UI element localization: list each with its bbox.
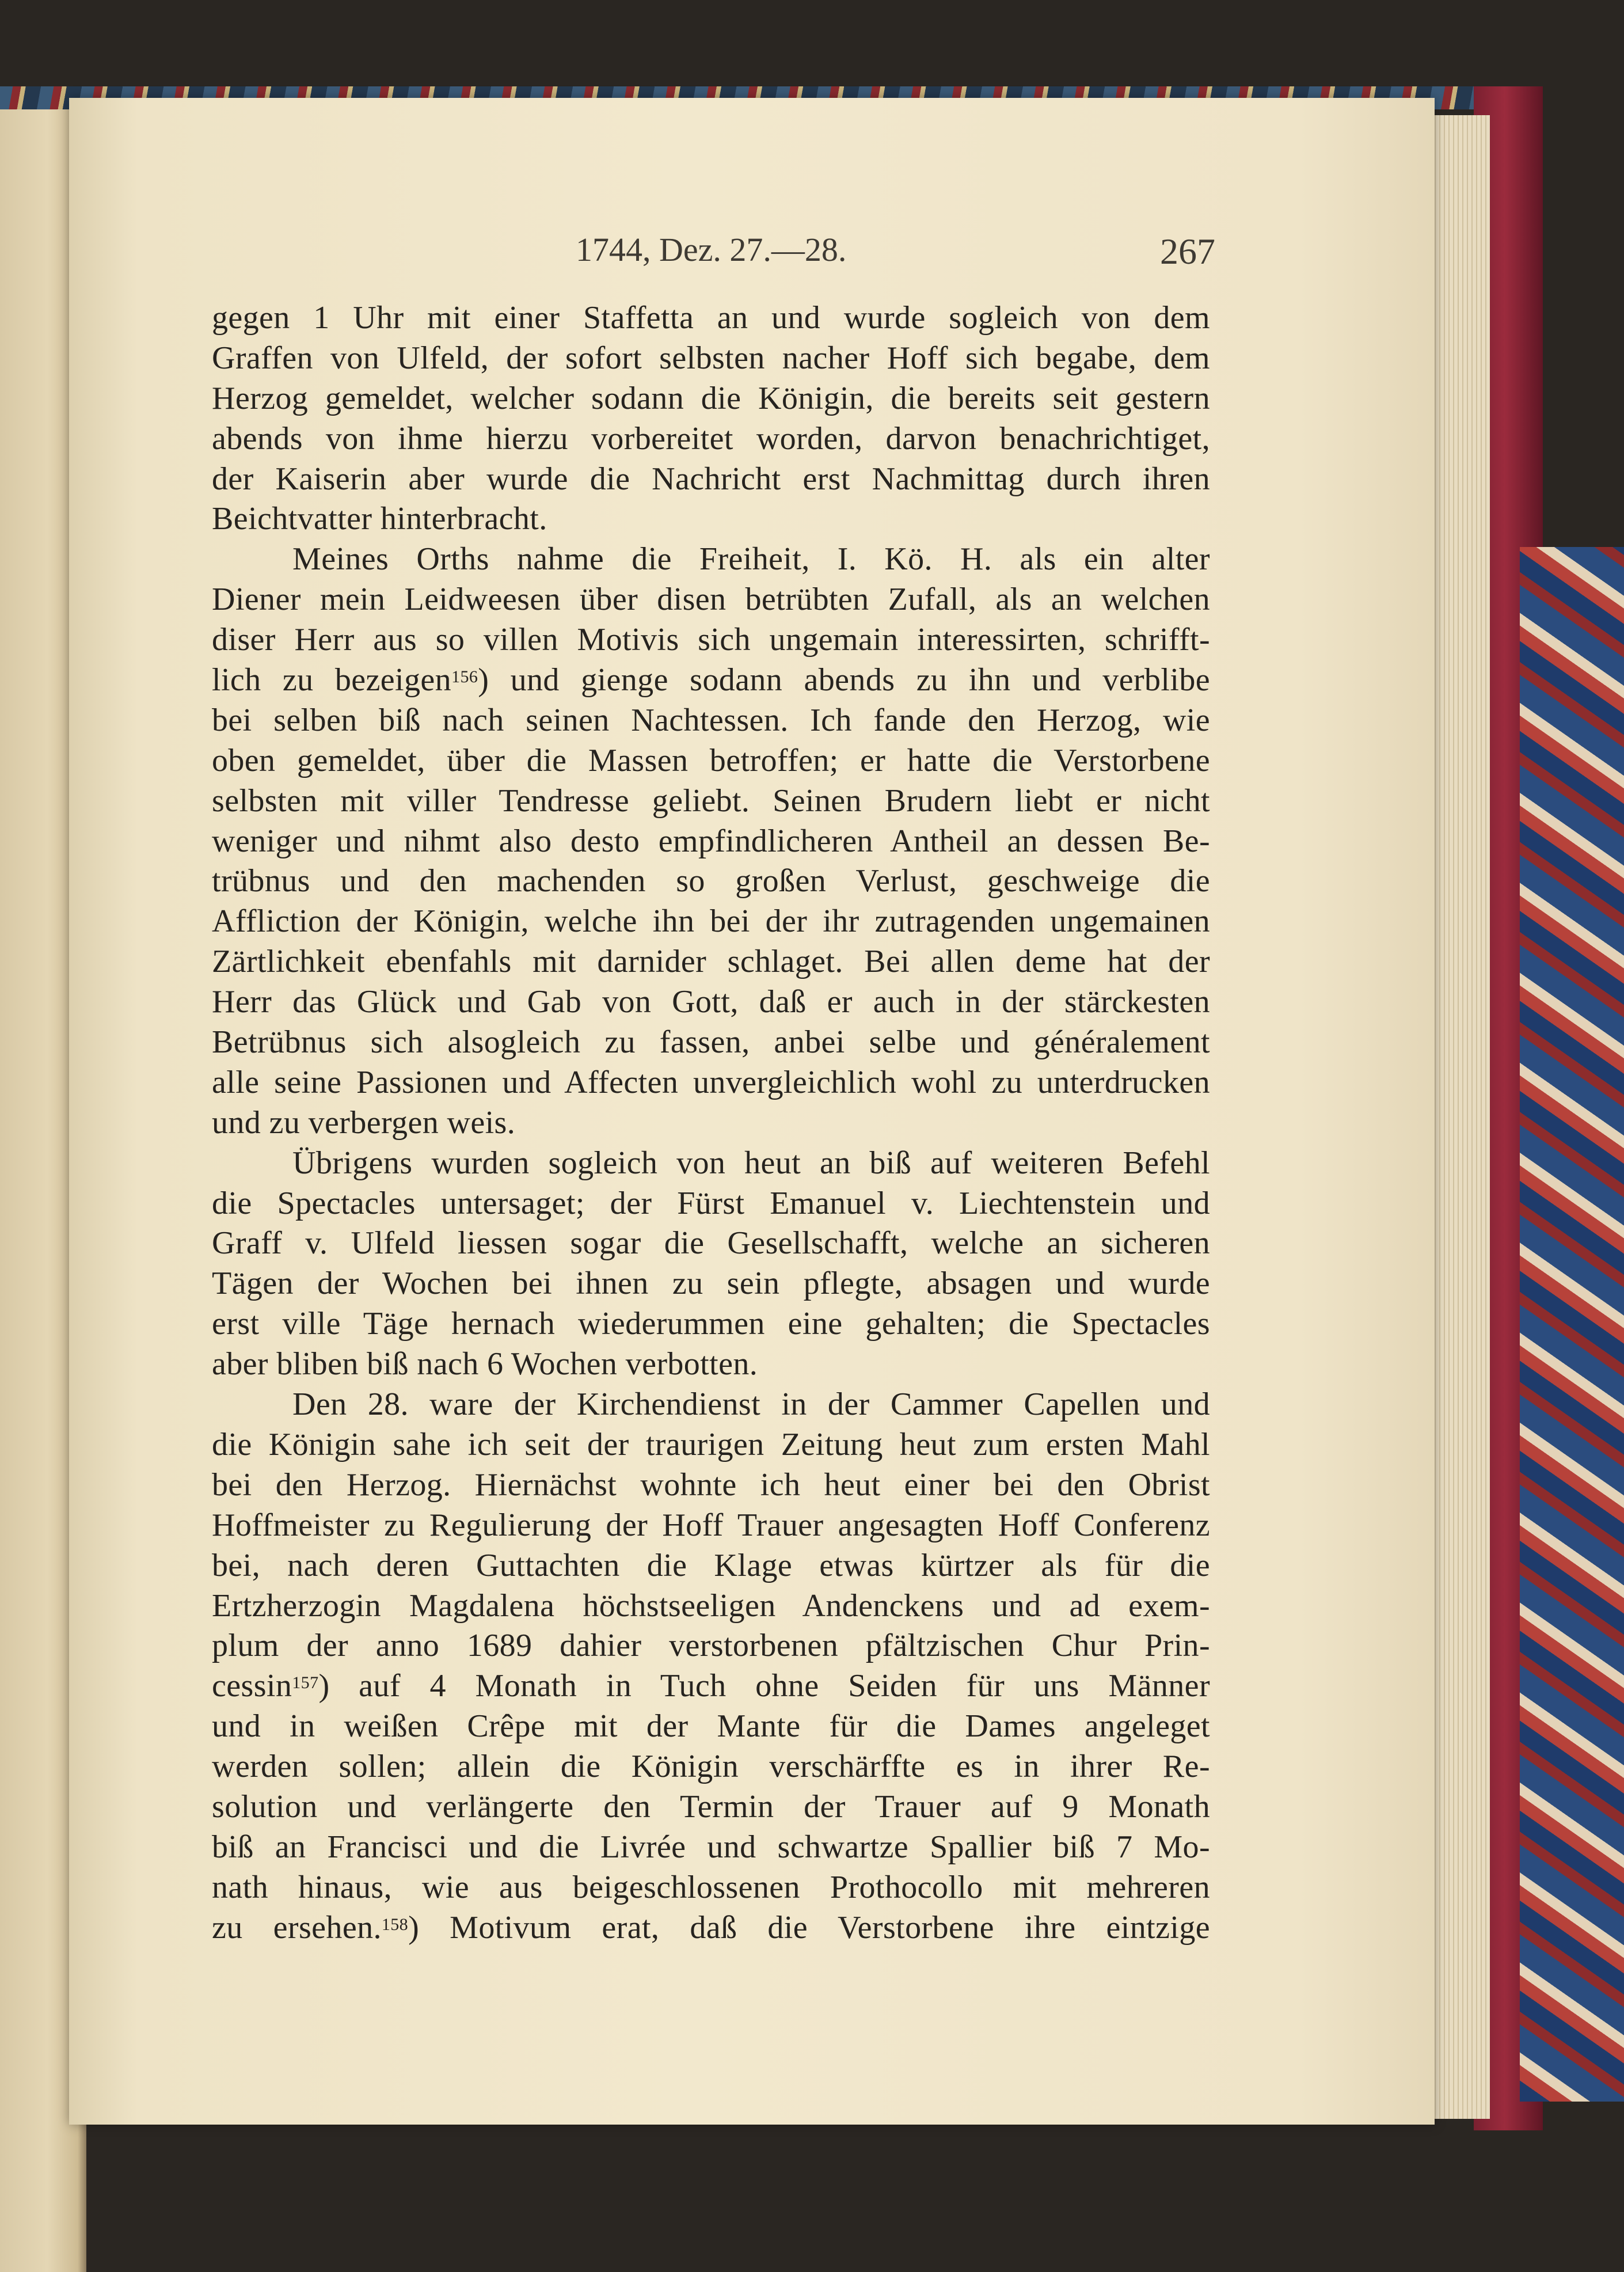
text-line: Affliction der Königin, welche ihn bei der ihr zutragenden ungemainen (212, 903, 1210, 940)
text-line: bei selben biß nach seinen Nachtessen. Ich fande den Herzog, wie (212, 702, 1210, 738)
text-line: Graffen von Ulfeld, der sofort selbsten nacher Hoff sich begabe, dem (212, 340, 1210, 376)
text-line: bei den Herzog. Hiernächst wohnte ich heut einer bei den Obrist (212, 1466, 1210, 1503)
line-segment: cessin (212, 1668, 292, 1704)
text-line: Diener mein Leidweesen über disen betrübten Zufall, als an welchen (212, 582, 1210, 618)
footnote-ref: 157 (292, 1673, 319, 1693)
text-line: Hoffmeister zu Regulierung der Hoff Trauer angesagten Hoff Conferenz (212, 1507, 1210, 1543)
footnote-ref: 156 (451, 667, 478, 687)
line-segment: ) und gienge sodann abends zu ihn und verblibe (478, 662, 1210, 698)
text-line: bei, nach deren Guttachten die Klage etwas kürtzer als für die (212, 1547, 1210, 1583)
text-line: erst ville Täge hernach wiederummen eine gehalten; die Spectacles (212, 1306, 1210, 1342)
text-line: selbsten mit viller Tendresse geliebt. Seinen Brudern liebt er nicht (212, 782, 1210, 819)
text-line: plum der anno 1689 dahier verstorbenen pfältzischen Chur Prin- (212, 1628, 1210, 1664)
text-line: Ertzherzogin Magdalena höchstseeligen Andenckens und ad exem- (212, 1587, 1210, 1624)
text-line: Den 28. ware der Kirchendienst in der Cammer Capellen und (292, 1386, 1210, 1423)
line-segment: ) auf 4 Monath in Tuch ohne Seiden für uns Männer (318, 1668, 1210, 1704)
line-segment: ) Motivum erat, daß die Verstorbene ihre eintzige (408, 1909, 1210, 1946)
text-line: solution und verlängerte den Termin der Trauer auf 9 Monath (212, 1788, 1210, 1825)
text-line (212, 1666, 1210, 1707)
text-line: diser Herr aus so villen Motivis sich ungemain interessirten, schrifft- (212, 622, 1210, 658)
text-line: aber bliben biß nach 6 Wochen verbotten. (212, 1346, 758, 1382)
text-line: Graff v. Ulfeld liessen sogar die Gesellschafft, welche an sicheren (212, 1225, 1210, 1262)
text-line: Übrigens wurden sogleich von heut an biß auf weiteren Befehl (292, 1145, 1210, 1181)
footnote-ref: 158 (381, 1914, 409, 1934)
text-line: Tägen der Wochen bei ihnen zu sein pflegte, absagen und wurde (212, 1266, 1210, 1302)
running-head: 1744, Dez. 27.—28. (576, 231, 847, 268)
text-line: Zärtlichkeit ebenfahls mit darnider schlaget. Bei allen deme hat der (212, 944, 1210, 980)
page-edges (1427, 115, 1490, 2119)
text-line: nath hinaus, wie aus beigeschlossenen Prothocollo mit mehreren (212, 1869, 1210, 1905)
line-segment: zu ersehen. (212, 1909, 382, 1946)
marbled-endpaper (1520, 547, 1624, 2102)
text-line (212, 660, 1210, 701)
text-line: Herr das Glück und Gab von Gott, daß er auch in der stärckesten (212, 984, 1210, 1020)
text-line: oben gemeldet, über die Massen betroffen; er hatte die Verstorbene (212, 742, 1210, 778)
text-line: Meines Orths nahme die Freiheit, I. Kö. H. als ein alter (292, 541, 1210, 578)
text-line: alle seine Passionen und Affecten unvergleichlich wohl zu unterdrucken (212, 1064, 1210, 1100)
text-line: und in weißen Crêpe mit der Mante für die Dames angeleget (212, 1708, 1210, 1745)
text-line (212, 1908, 1210, 1948)
body-text (212, 298, 1210, 1948)
text-line: werden sollen; allein die Königin verschärffte es in ihrer Re- (212, 1749, 1210, 1785)
text-line: abends von ihme hierzu vorbereitet worden, darvon benachrichtiget, (212, 420, 1210, 457)
page-number: 267 (1160, 231, 1215, 272)
text-line: trübnus und den machenden so großen Verlust, geschweige die (212, 863, 1210, 899)
text-line: gegen 1 Uhr mit einer Staffetta an und wurde sogleich von dem (212, 300, 1210, 336)
text-line: Herzog gemeldet, welcher sodann die Königin, die bereits seit gestern (212, 380, 1210, 416)
text-line: biß an Francisci und die Livrée und schwartze Spallier biß 7 Mo- (212, 1829, 1210, 1865)
text-line: die Königin sahe ich seit der traurigen Zeitung heut zum ersten Mahl (212, 1426, 1210, 1462)
text-line: der Kaiserin aber wurde die Nachricht erst Nachmittag durch ihren (212, 461, 1210, 497)
text-line: und zu verbergen weis. (212, 1104, 516, 1141)
text-line: Beichtvatter hinterbracht. (212, 501, 547, 537)
text-line: weniger und nihmt also desto empfindlicheren Antheil an dessen Be- (212, 823, 1210, 859)
text-line: Betrübnus sich alsogleich zu fassen, anbei selbe und généralement (212, 1024, 1210, 1061)
line-segment: lich zu bezeigen (212, 662, 452, 698)
text-line: die Spectacles untersaget; der Fürst Emanuel v. Liechtenstein und (212, 1185, 1210, 1221)
